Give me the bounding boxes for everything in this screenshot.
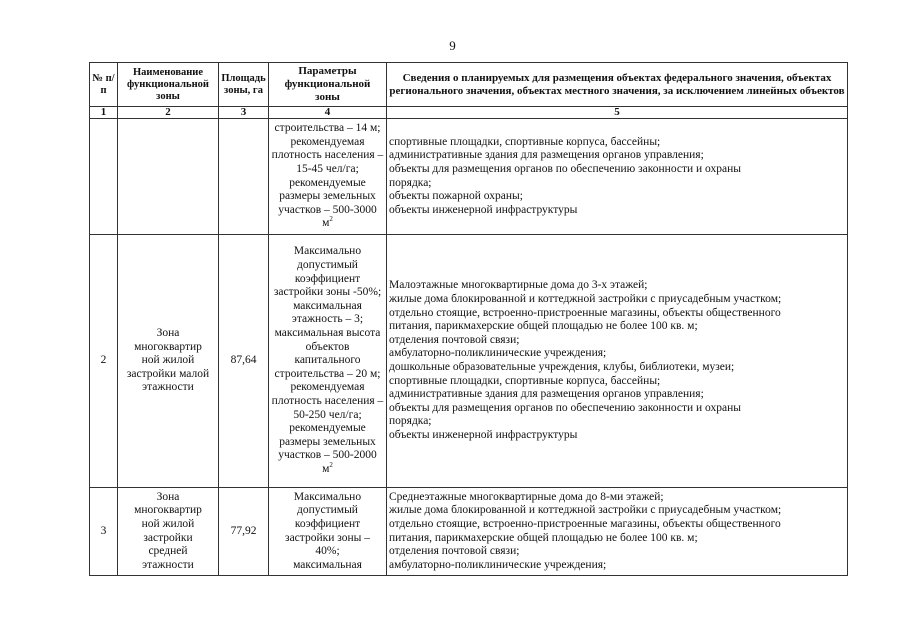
info-line: спортивные площадки, спортивные корпуса, бассейны;	[389, 374, 661, 387]
zone-name-line: Зона	[156, 327, 180, 340]
parameter-line: участков – 500-3000	[278, 203, 377, 216]
parameter-line: максимальная	[293, 299, 362, 312]
info-line: амбулаторно-поликлинические учреждения;	[389, 347, 607, 360]
column-number: 1	[90, 107, 118, 119]
header-row	[90, 63, 848, 107]
column-number: 4	[269, 107, 387, 119]
parameter-line: плотность населения –	[271, 394, 384, 407]
header-zone-name: Наименование функциональной зоны	[118, 63, 219, 107]
objects-info	[387, 488, 848, 576]
parameter-line: рекомендуемые	[289, 176, 366, 189]
zone-name-line: многоквартир	[134, 340, 202, 353]
zone-name	[118, 235, 219, 488]
unit-superscript: 2	[329, 461, 333, 470]
zone-area: 77,92	[219, 488, 269, 576]
info-line: отделения почтовой связи;	[389, 333, 520, 346]
unit-text: м	[322, 462, 330, 475]
column-numbers-row	[90, 107, 848, 119]
zone-parameters	[269, 488, 387, 576]
column-number: 3	[219, 107, 269, 119]
info-line: порядка;	[389, 176, 432, 189]
info-line: отдельно стоящие, встроенно-пристроенные магазины, объекты общественного	[389, 306, 781, 319]
column-number: 2	[118, 107, 219, 119]
zone-name-line: средней	[148, 545, 188, 558]
parameter-line	[271, 217, 384, 231]
zone-area	[219, 119, 269, 235]
parameter-line: этажность – 3;	[291, 313, 364, 326]
parameter-line: строительства – 14 м;	[274, 122, 381, 135]
parameter-line: 40%;	[315, 545, 340, 558]
info-line: отдельно стоящие, встроенно-пристроенные магазины, объекты общественного	[389, 517, 781, 530]
info-line: жилые дома блокированной и коттеджной застройки с приусадебным участком;	[389, 504, 782, 517]
zone-name-line: застройки	[143, 531, 193, 544]
info-line: питания, парикмахерские общей площадью не более 100 кв. м;	[389, 320, 698, 333]
parameter-line: 50-250 чел/га;	[293, 408, 362, 421]
info-line: отделения почтовой связи;	[389, 545, 520, 558]
header-area: Площадь зоны, га	[219, 63, 269, 107]
info-line: объекты инженерной инфраструктуры	[389, 203, 578, 216]
zone-name-line: ной жилой	[141, 517, 195, 530]
table-row	[90, 235, 848, 488]
info-line: жилые дома блокированной и коттеджной застройки с приусадебным участком;	[389, 293, 782, 306]
unit-text: м	[322, 217, 330, 230]
parameter-line: Максимально	[293, 245, 362, 258]
parameter-line: капитального	[294, 354, 361, 367]
page-number: 9	[449, 38, 456, 53]
parameter-line: рекомендуемая	[290, 381, 365, 394]
parameter-line: максимальная высота	[274, 327, 381, 340]
info-line: питания, парикмахерские общей площадью не более 100 кв. м;	[389, 531, 698, 544]
row-number: 2	[90, 235, 118, 488]
row-number: 3	[90, 488, 118, 576]
zone-name-line: многоквартир	[134, 504, 202, 517]
zone-name-line: этажности	[142, 558, 194, 571]
info-line: объекты пожарной охраны;	[389, 190, 523, 203]
parameter-line: коэффициент	[294, 272, 361, 285]
zone-name-line: ной жилой	[141, 354, 195, 367]
parameter-line: застройки зоны –	[285, 531, 370, 544]
parameter-line: Максимально	[293, 490, 362, 503]
info-line: административные здания для размещения органов управления;	[389, 149, 704, 162]
parameter-line: участков – 500-2000	[278, 449, 377, 462]
parameter-line: строительства – 20 м;	[274, 367, 381, 380]
zone-name-line: этажности	[142, 381, 194, 394]
zone-parameters	[269, 235, 387, 488]
info-line: амбулаторно-поликлинические учреждения;	[389, 558, 607, 571]
parameter-line: допустимый	[297, 504, 358, 517]
zone-name	[118, 488, 219, 576]
zone-name-line: Зона	[156, 490, 180, 503]
parameter-line	[271, 463, 384, 477]
zone-name-line: застройки малой	[126, 367, 210, 380]
parameter-line: рекомендуемые	[289, 422, 366, 435]
info-line: Малоэтажные многоквартирные дома до 3-х этажей;	[389, 279, 648, 292]
zones-table	[89, 62, 848, 576]
info-line: Среднеэтажные многоквартирные дома до 8-ми этажей;	[389, 490, 664, 503]
info-line: административные здания для размещения органов управления;	[389, 388, 704, 401]
info-line: порядка;	[389, 415, 432, 428]
zone-area: 87,64	[219, 235, 269, 488]
info-line: объекты для размещения органов по обеспечению законности и охраны	[389, 162, 742, 175]
zone-parameters	[269, 119, 387, 235]
parameter-line: 15-45 чел/га;	[296, 162, 359, 175]
header-number: № п/п	[90, 63, 118, 107]
row-number	[90, 119, 118, 235]
parameter-line: размеры земельных	[279, 190, 376, 203]
info-line: спортивные площадки, спортивные корпуса, бассейны;	[389, 135, 661, 148]
parameter-line: рекомендуемая	[290, 135, 365, 148]
info-line: объекты для размещения органов по обеспечению законности и охраны	[389, 401, 742, 414]
table-row	[90, 119, 848, 235]
info-line: дошкольные образовательные учреждения, клубы, библиотеки, музеи;	[389, 361, 735, 373]
parameter-line: допустимый	[297, 259, 358, 272]
table-row	[90, 488, 848, 576]
header-objects-info: Сведения о планируемых для размещения объектах федерального значения, объектах регионального значения, объектах местного значения, за исключением линейных объектов	[387, 63, 848, 107]
zone-name	[118, 119, 219, 235]
parameter-line: максимальная	[293, 558, 362, 571]
parameter-line: коэффициент	[294, 517, 361, 530]
parameter-line: плотность населения –	[271, 149, 384, 162]
info-line: объекты инженерной инфраструктуры	[389, 428, 578, 441]
parameter-line: размеры земельных	[279, 435, 376, 448]
parameter-line: объектов	[305, 340, 350, 353]
unit-superscript: 2	[329, 215, 333, 224]
column-number: 5	[387, 107, 848, 119]
objects-info	[387, 119, 848, 235]
objects-info	[387, 235, 848, 488]
parameter-line: застройки зоны -50%;	[273, 286, 382, 299]
header-parameters: Параметры функциональной зоны	[269, 63, 387, 107]
